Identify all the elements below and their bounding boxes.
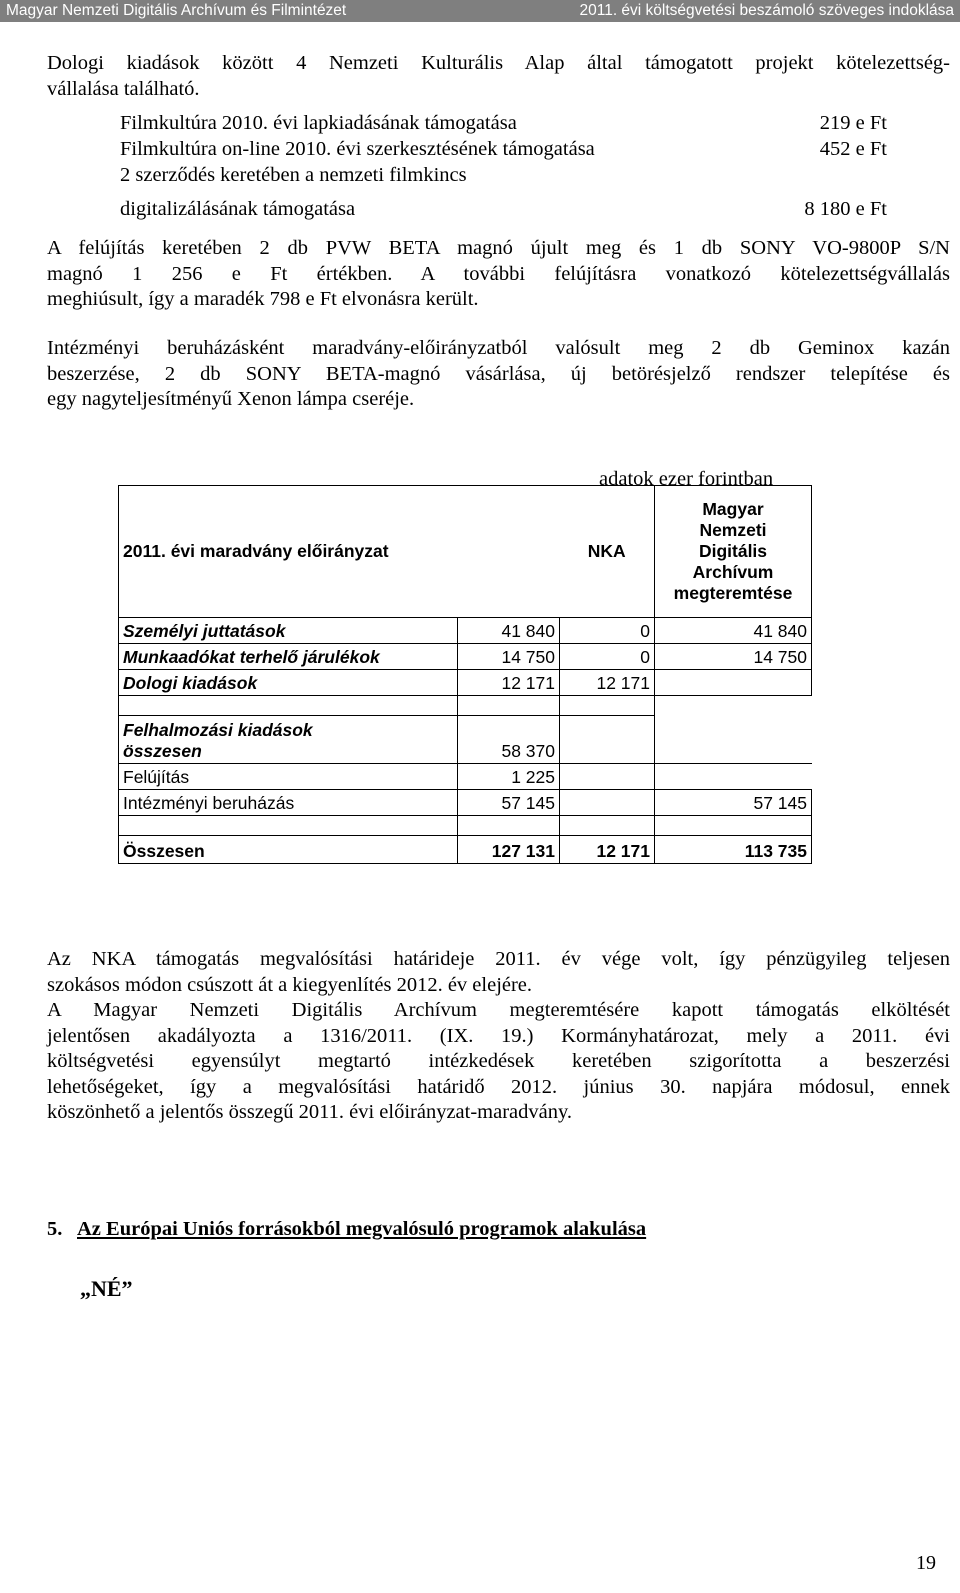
table-unit-note: adatok ezer forintban xyxy=(599,468,774,490)
header-label: 2011. évi maradvány előirányzat xyxy=(119,486,458,618)
row-label: Felhalmozási kiadások összesen xyxy=(119,716,458,764)
renovation-paragraph: A felújítás keretében 2 db PVW BETA magnó újult meg és 1 db SONY VO-9800P S/N magnó 1 256 e Ft értékben. A további felújításra vonatkozó kötelezettségvállalás meghiúsult, így a maradék 798 e Ft elvonásra került. xyxy=(47,237,950,310)
project-item xyxy=(120,163,887,189)
cell-total: 1 225 xyxy=(458,764,560,790)
cell-nka xyxy=(560,764,655,790)
project-name: 2 szerződés keretében a nemzeti filmkincs xyxy=(120,164,467,186)
row-label: Intézményi beruházás xyxy=(119,790,458,816)
header-total xyxy=(458,486,560,618)
cell-total: 14 750 xyxy=(458,644,560,670)
section-title: Az Európai Uniós forrásokból megvalósuló programok alakulása xyxy=(77,1218,647,1240)
cell-nka: 0 xyxy=(560,644,655,670)
row-label: Felújítás xyxy=(119,764,458,790)
section-number: 5. xyxy=(47,1218,63,1240)
cell-total: 12 171 xyxy=(458,670,560,696)
deadline-paragraph: Az NKA támogatás megvalósítási határideje 2011. év vége volt, így pénzügyileg teljesen szokásos módon csúszott át a kiegyenlítés 2012. év elejére. A Magyar Nemzeti Digitális Archívum megteremtésére kapott támogatás elköltését jelentősen akadályozta a 1316/2011. (IX. 19.) Kormányhatározat, mely a 2011. évi költségvetési egyensúlyt megtartó intézkedések keretében szigorította a beszerzési lehetőségeket, így a megvalósítási határidő 2012. június 30. napjára módosul, ennek köszönhető a jelentős összegű 2011. évi előirányzat-maradvány. xyxy=(47,948,950,1123)
project-amount: 219 e Ft xyxy=(819,112,887,134)
header-report-title: 2011. évi költségvetési beszámoló szöveges indoklása xyxy=(579,2,954,19)
project-name: Filmkultúra on-line 2010. évi szerkesztésének támogatása xyxy=(120,138,595,160)
cell-mnda xyxy=(655,764,812,790)
investment-paragraph: Intézményi beruházásként maradvány-előirányzatból valósult meg 2 db Geminox kazán beszerzése, 2 db SONY BETA-magnó vásárlása, új betörésjelző rendszer telepítése és egy nagyteljesítményű Xenon lámpa cseréje. xyxy=(47,337,950,410)
cell-nka: 12 171 xyxy=(560,670,655,696)
cell-total: 58 370 xyxy=(458,716,560,764)
project-item xyxy=(120,197,887,223)
cell-total: 127 131 xyxy=(458,836,560,864)
project-amount: 8 180 e Ft xyxy=(804,198,887,220)
subsection-heading: „NÉ” xyxy=(80,1276,133,1301)
header-mnda: Magyar Nemzeti Digitális Archívum megteremtése xyxy=(655,486,812,618)
cell-nka: 12 171 xyxy=(560,836,655,864)
table-row xyxy=(119,764,812,790)
table-spacer-row xyxy=(119,816,812,836)
cell-total: 57 145 xyxy=(458,790,560,816)
table-row xyxy=(119,644,812,670)
header-institution: Magyar Nemzeti Digitális Archívum és Filmintézet xyxy=(6,2,347,19)
cell-mnda: 113 735 xyxy=(655,836,812,864)
table-row xyxy=(119,716,812,764)
project-name: digitalizálásának támogatása xyxy=(120,198,356,220)
table-row xyxy=(119,790,812,816)
table-row xyxy=(119,670,812,696)
project-item xyxy=(120,137,887,163)
cell-mnda: 57 145 xyxy=(655,790,812,816)
table-spacer-row xyxy=(119,696,812,716)
cell-nka: 0 xyxy=(560,618,655,644)
cell-nka xyxy=(560,716,655,764)
cell-nka xyxy=(560,790,655,816)
table-row xyxy=(119,618,812,644)
section-heading xyxy=(47,1216,646,1242)
row-label: Dologi kiadások xyxy=(119,670,458,696)
row-label: Munkaadókat terhelő járulékok xyxy=(119,644,458,670)
project-item xyxy=(120,111,887,137)
project-name: Filmkultúra 2010. évi lapkiadásának támogatása xyxy=(120,112,517,134)
row-label: Személyi juttatások xyxy=(119,618,458,644)
page-header xyxy=(0,0,960,22)
page-number: 19 xyxy=(916,1552,936,1574)
appropriation-table xyxy=(118,485,812,864)
table-total-row xyxy=(119,836,812,864)
table-header-row xyxy=(119,486,812,618)
header-nka: NKA xyxy=(560,486,655,618)
intro-paragraph: Dologi kiadások között 4 Nemzeti Kulturális Alap által támogatott projekt kötelezettség- vállalása található. xyxy=(47,52,950,100)
cell-mnda xyxy=(655,670,812,696)
cell-total: 41 840 xyxy=(458,618,560,644)
cell-mnda: 14 750 xyxy=(655,644,812,670)
row-label: Összesen xyxy=(119,836,458,864)
project-amount: 452 e Ft xyxy=(819,138,887,160)
cell-mnda xyxy=(655,716,812,764)
cell-mnda: 41 840 xyxy=(655,618,812,644)
